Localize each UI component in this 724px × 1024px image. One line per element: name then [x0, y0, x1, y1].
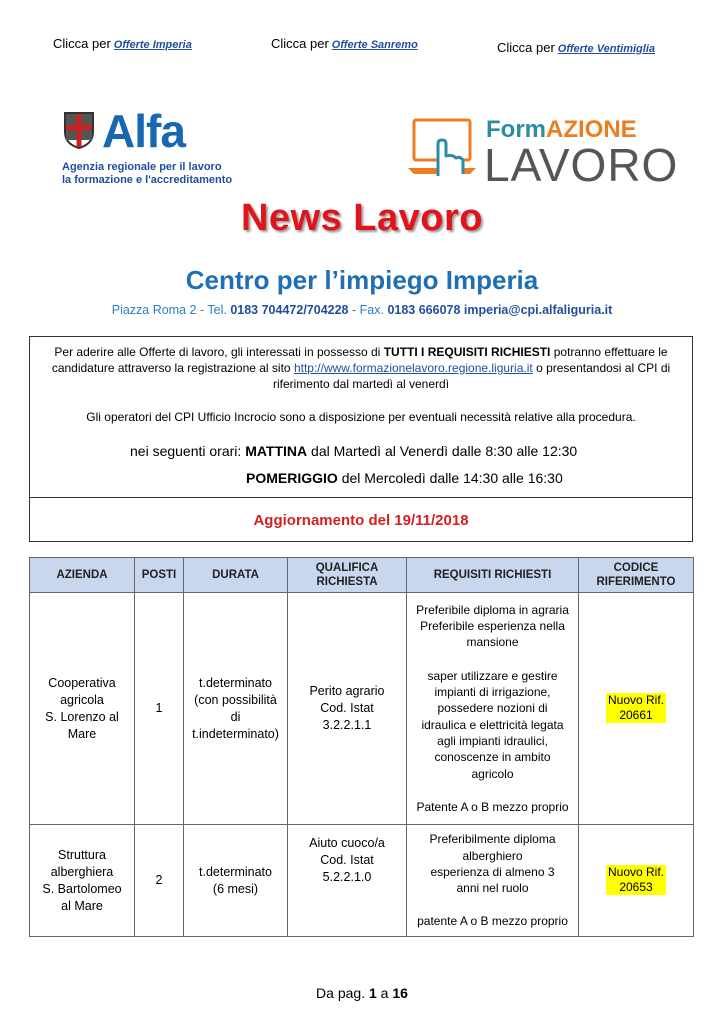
info-paragraph-1: Per aderire alle Offerte di lavoro, gli interessati in possesso di TUTTI I REQUISITI RICHIESTI potranno effettuare le candidature attraverso la registrazione al sito http://www.formazionelavoro.regione.liguria.it o presentandosi al CPI di riferimento dal martedì al venerdì	[51, 345, 671, 391]
top-link-imperia: Clicca per Offerte Imperia	[53, 36, 192, 51]
header-posti: POSTI	[135, 558, 184, 593]
hours-afternoon: POMERIGGIO del Mercoledì dalle 14:30 alle 16:30	[246, 470, 563, 486]
formazione-wordmark: FormAZIONE	[486, 116, 637, 143]
cell-requisiti: Preferibilmente diploma alberghiero esperienza di almeno 3 anni nel ruolo patente A o B mezzo proprio	[407, 825, 579, 937]
header-requisiti: REQUISITI RICHIESTI	[407, 558, 579, 593]
cell-durata: t.determinato (6 mesi)	[184, 825, 288, 937]
cell-azienda: Cooperativa agricola S. Lorenzo al Mare	[30, 593, 135, 825]
laptop-hand-icon	[408, 114, 478, 182]
cell-qualifica: Aiuto cuoco/a Cod. Istat 5.2.2.1.0	[288, 825, 407, 937]
info-box	[29, 336, 693, 498]
fax-number: 0183 666078	[387, 303, 461, 317]
header-qualifica: QUALIFICA RICHIESTA	[288, 558, 407, 593]
table-header-row	[30, 558, 694, 593]
formazionelavoro-link[interactable]: http://www.formazionelavoro.regione.liguria.it	[293, 361, 533, 375]
email-address[interactable]: imperia@cpi.alfaliguria.it	[463, 303, 613, 317]
cell-codice	[579, 593, 694, 825]
update-box	[29, 497, 693, 542]
office-address: Piazza Roma 2 - Tel. 0183 704472/704228 - Fax. 0183 666078 imperia@cpi.alfaliguria.it	[111, 303, 613, 317]
phone-number: 0183 704472/704228	[230, 303, 349, 317]
job-offers-table	[29, 557, 694, 937]
liguria-shield-icon	[62, 110, 96, 150]
current-page: 1	[368, 985, 377, 1001]
alfa-wordmark: Alfa	[102, 105, 185, 157]
cell-posti: 2	[135, 825, 184, 937]
offerte-imperia-link[interactable]: Offerte Imperia	[113, 39, 192, 51]
cell-codice	[579, 825, 694, 937]
top-link-ventimiglia: Clicca per Offerte Ventimiglia	[497, 40, 655, 55]
codice-badge: Nuovo Rif. 20661	[607, 693, 665, 722]
office-name: Centro per l’impiego Imperia	[185, 265, 539, 295]
top-link-sanremo: Clicca per Offerte Sanremo	[271, 36, 418, 51]
offerte-sanremo-link[interactable]: Offerte Sanremo	[331, 39, 418, 51]
cell-azienda: Struttura alberghiera S. Bartolomeo al Mare	[30, 825, 135, 937]
header-durata: DURATA	[184, 558, 288, 593]
hours-morning: nei seguenti orari: MATTINA dal Martedì al Venerdì dalle 8:30 alle 12:30	[130, 443, 578, 459]
lavoro-wordmark: LAVORO	[484, 139, 679, 191]
info-paragraph-2: Gli operatori del CPI Ufficio Incrocio sono a disposizione per eventuali necessità relative alla procedura.	[86, 410, 636, 424]
table-row	[30, 825, 694, 937]
page-footer: Da pag. 1 a 16	[316, 985, 408, 1001]
cell-requisiti: Preferibile diploma in agraria Preferibile esperienza nella mansione saper utilizzare e gestire impianti di irrigazione, possedere nozioni di idraulica e elettricità legata agli impianti idraulici, conoscenze in ambito agricolo Patente A o B mezzo proprio	[407, 593, 579, 825]
update-date: Aggiornamento del 19/11/2018	[253, 512, 469, 529]
header-azienda: AZIENDA	[30, 558, 135, 593]
offerte-ventimiglia-link[interactable]: Offerte Ventimiglia	[557, 43, 655, 55]
table-row	[30, 593, 694, 825]
page-title: News Lavoro	[240, 197, 484, 239]
formazione-lavoro-logo	[408, 112, 679, 191]
alfa-logo	[62, 105, 233, 186]
header-codice: CODICE RIFERIMENTO	[579, 558, 694, 593]
cell-qualifica: Perito agrario Cod. Istat 3.2.2.1.1	[288, 593, 407, 825]
alfa-subtitle: Agenzia regionale per il lavoro la formazione e l'accreditamento	[62, 161, 233, 186]
cell-durata: t.determinato (con possibilità di t.indeterminato)	[184, 593, 288, 825]
total-pages: 16	[392, 985, 408, 1001]
cell-posti: 1	[135, 593, 184, 825]
codice-badge: Nuovo Rif. 20653	[607, 865, 665, 894]
